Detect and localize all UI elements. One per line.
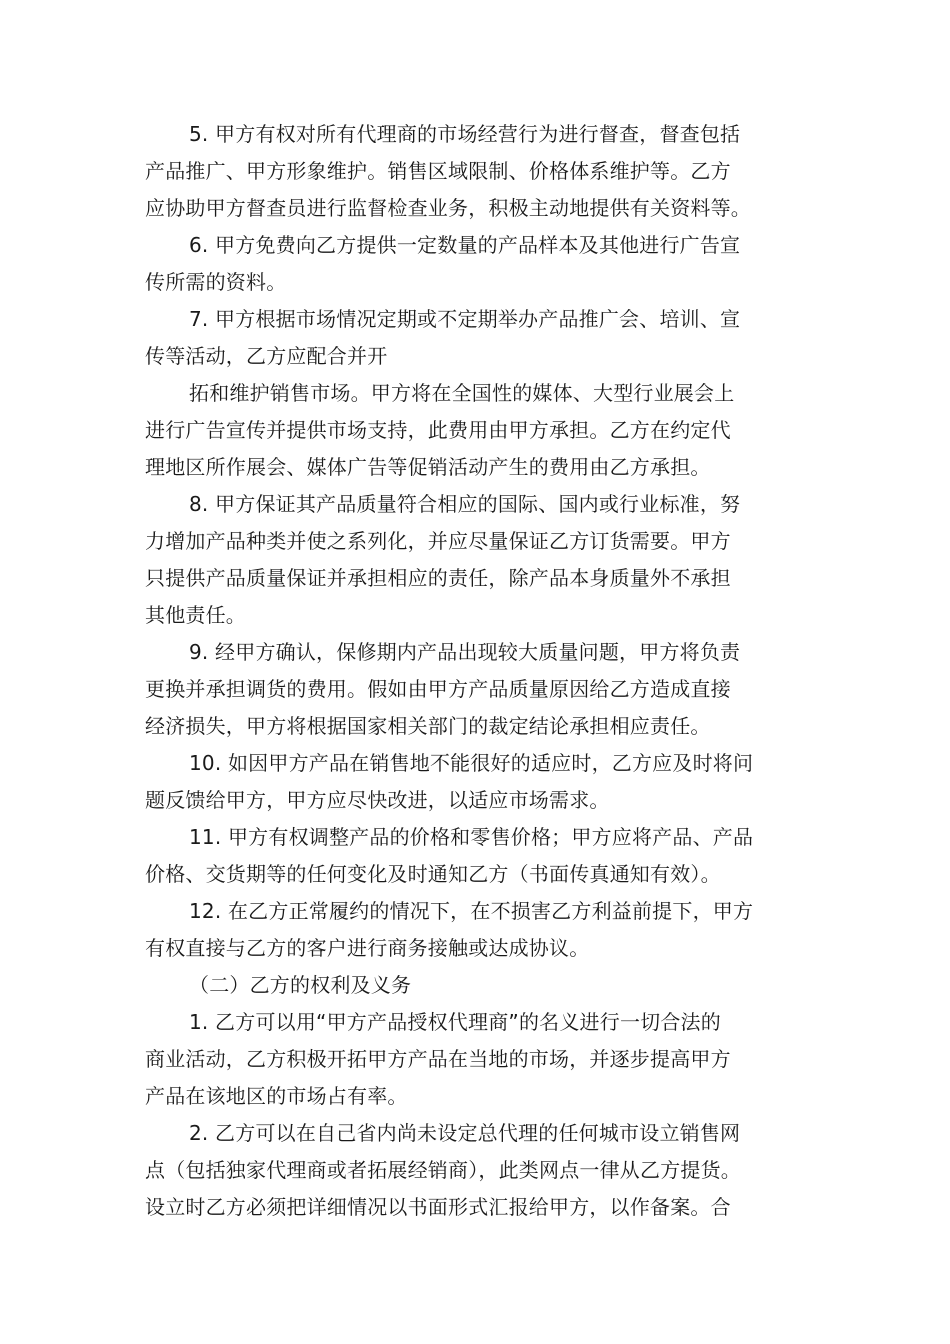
- paragraph-line: 点（包括独家代理商或者拓展经销商），此类网点一律从乙方提货。: [145, 1158, 741, 1182]
- paragraph-line: 5. 甲方有权对所有代理商的市场经营行为进行督查，督查包括: [189, 122, 741, 146]
- paragraph-line: 应协助甲方督查员进行监督检查业务，积极主动地提供有关资料等。: [145, 196, 751, 220]
- clause-9-paragraph: [145, 634, 810, 745]
- clause-10-paragraph: [145, 745, 810, 819]
- paragraph-line: 只提供产品质量保证并承担相应的责任，除产品本身质量外不承担: [145, 566, 731, 590]
- section-heading: （二）乙方的权利及义务: [189, 973, 412, 997]
- paragraph-line: 其他责任。: [145, 603, 246, 627]
- document-body: [145, 116, 810, 1226]
- party-b-clause-2-paragraph: [145, 1115, 810, 1226]
- paragraph-line: 6. 甲方免费向乙方提供一定数量的产品样本及其他进行广告宣: [189, 233, 741, 257]
- paragraph-line: 7. 甲方根据市场情况定期或不定期举办产品推广会、培训、宣: [189, 307, 741, 331]
- paragraph-line: 8. 甲方保证其产品质量符合相应的国际、国内或行业标准，努: [189, 492, 741, 516]
- paragraph-line: 传所需的资料。: [145, 270, 287, 294]
- paragraph-line: 2. 乙方可以在自己省内尚未设定总代理的任何城市设立销售网: [189, 1121, 741, 1145]
- paragraph-line: 价格、交货期等的任何变化及时通知乙方（书面传真通知有效）。: [145, 862, 721, 886]
- paragraph-line: 11. 甲方有权调整产品的价格和零售价格；甲方应将产品、产品: [189, 825, 754, 849]
- paragraph-line: 力增加产品种类并使之系列化，并应尽量保证乙方订货需要。甲方: [145, 529, 731, 553]
- clause-5-paragraph: [145, 116, 810, 227]
- paragraph-line: 1. 乙方可以用“甲方产品授权代理商”的名义进行一切合法的: [189, 1010, 721, 1034]
- paragraph-line: 拓和维护销售市场。甲方将在全国性的媒体、大型行业展会上: [189, 381, 735, 405]
- paragraph-line: 产品推广、甲方形象维护。销售区域限制、价格体系维护等。乙方: [145, 159, 731, 183]
- section-heading-party-b-rights: [145, 967, 810, 1004]
- paragraph-line: 设立时乙方必须把详细情况以书面形式汇报给甲方，以作备案。合: [145, 1195, 731, 1219]
- paragraph-line: 更换并承担调货的费用。假如由甲方产品质量原因给乙方造成直接: [145, 677, 731, 701]
- paragraph-line: 题反馈给甲方，甲方应尽快改进，以适应市场需求。: [145, 788, 610, 812]
- clause-7-paragraph: [145, 301, 810, 486]
- paragraph-line: 理地区所作展会、媒体广告等促销活动产生的费用由乙方承担。: [145, 455, 711, 479]
- paragraph-line: 9. 经甲方确认，保修期内产品出现较大质量问题，甲方将负责: [189, 640, 741, 664]
- paragraph-line: 商业活动，乙方积极开拓甲方产品在当地的市场，并逐步提高甲方: [145, 1047, 731, 1071]
- paragraph-line: 10. 如因甲方产品在销售地不能很好的适应时，乙方应及时将问: [189, 751, 754, 775]
- paragraph-line: 有权直接与乙方的客户进行商务接触或达成协议。: [145, 936, 590, 960]
- paragraph-line: 传等活动，乙方应配合并开: [145, 344, 388, 368]
- paragraph-line: 12. 在乙方正常履约的情况下，在不损害乙方利益前提下，甲方: [189, 899, 754, 923]
- clause-11-paragraph: [145, 819, 810, 893]
- paragraph-line: 产品在该地区的市场占有率。: [145, 1084, 408, 1108]
- clause-12-paragraph: [145, 893, 810, 967]
- clause-8-paragraph: [145, 486, 810, 634]
- clause-6-paragraph: [145, 227, 810, 301]
- paragraph-line: 经济损失，甲方将根据国家相关部门的裁定结论承担相应责任。: [145, 714, 711, 738]
- party-b-clause-1-paragraph: [145, 1004, 810, 1115]
- paragraph-line: 进行广告宣传并提供市场支持，此费用由甲方承担。乙方在约定代: [145, 418, 731, 442]
